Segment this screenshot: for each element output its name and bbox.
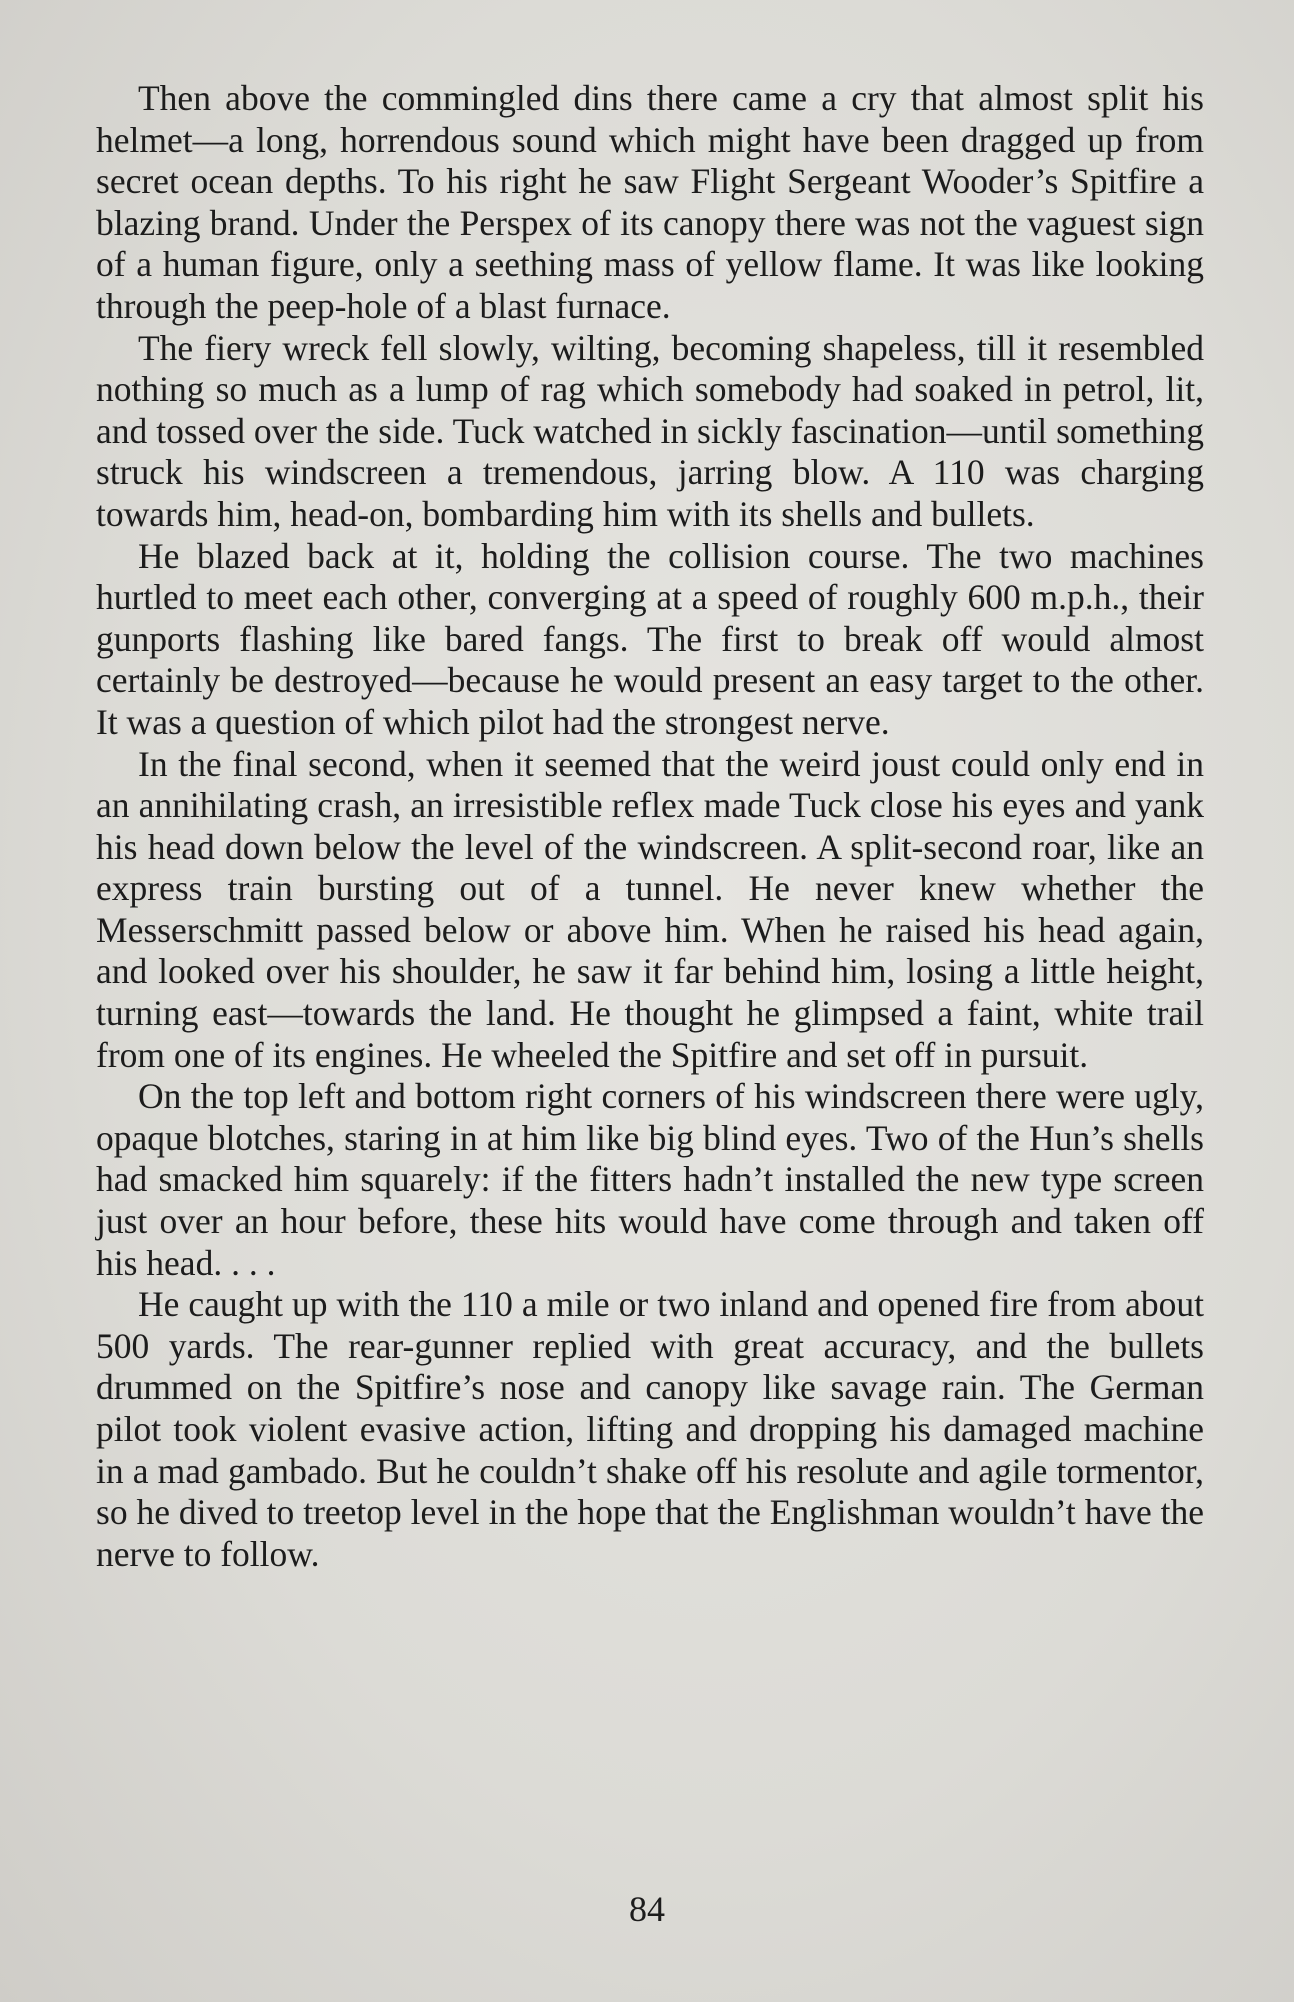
body-text [96, 78, 1204, 1575]
page-number: 84 [629, 1889, 665, 1929]
paragraph-3: He blazed back at it, holding the collision course. The two machines hurtled to meet each other, converging at a speed of roughly 600 m.p.h., their gunports flashing like bared fangs. The first to break off would almost certainly be destroyed—because he would present an easy target to the other. It was a question of which pilot had the strongest nerve. [96, 535, 1204, 742]
paragraph-5: On the top left and bottom right corners of his windscreen there were ugly, opaque blotches, staring in at him like big blind eyes. Two of the Hun’s shells had smacked him squarely: if the fitters hadn’t installed the new type screen just over an hour before, these hits would have come through and taken off his head. . . . [96, 1076, 1204, 1283]
paragraph-4: In the final second, when it seemed that the weird joust could only end in an annihilating crash, an irresistible reflex made Tuck close his eyes and yank his head down below the level of the windscreen. A split-second roar, like an express train bursting out of a tunnel. He never knew whether the Messerschmitt passed below or above him. When he raised his head again, and looked over his shoulder, he saw it far behind him, losing a little height, turning east—towards the land. He thought he glimpsed a faint, white trail from one of its engines. He wheeled the Spitfire and set off in pursuit. [96, 743, 1204, 1075]
paragraph-1: Then above the commingled dins there came a cry that almost split his helmet—a long, horrendous sound which might have been dragged up from secret ocean depths. To his right he saw Flight Sergeant Wooder’s Spitfire a blazing brand. Under the Perspex of its canopy there was not the vaguest sign of a human figure, only a seething mass of yellow flame. It was like looking through the peep-hole of a blast furnace. [96, 78, 1204, 326]
paragraph-6: He caught up with the 110 a mile or two inland and opened fire from about 500 yards. The rear-gunner replied with great accuracy, and the bullets drummed on the Spitfire’s nose and canopy like savage rain. The German pilot took violent evasive action, lifting and dropping his damaged machine in a mad gambado. But he couldn’t shake off his resolute and agile tormentor, so he dived to treetop level in the hope that the Englishman wouldn’t have the nerve to follow. [96, 1284, 1204, 1574]
paragraph-2: The fiery wreck fell slowly, wilting, becoming shapeless, till it resembled nothing so much as a lump of rag which somebody had soaked in petrol, lit, and tossed over the side. Tuck watched in sickly fascination—until something struck his windscreen a tremendous, jarring blow. A 110 was charging towards him, head-on, bombarding him with its shells and bullets. [96, 327, 1204, 534]
